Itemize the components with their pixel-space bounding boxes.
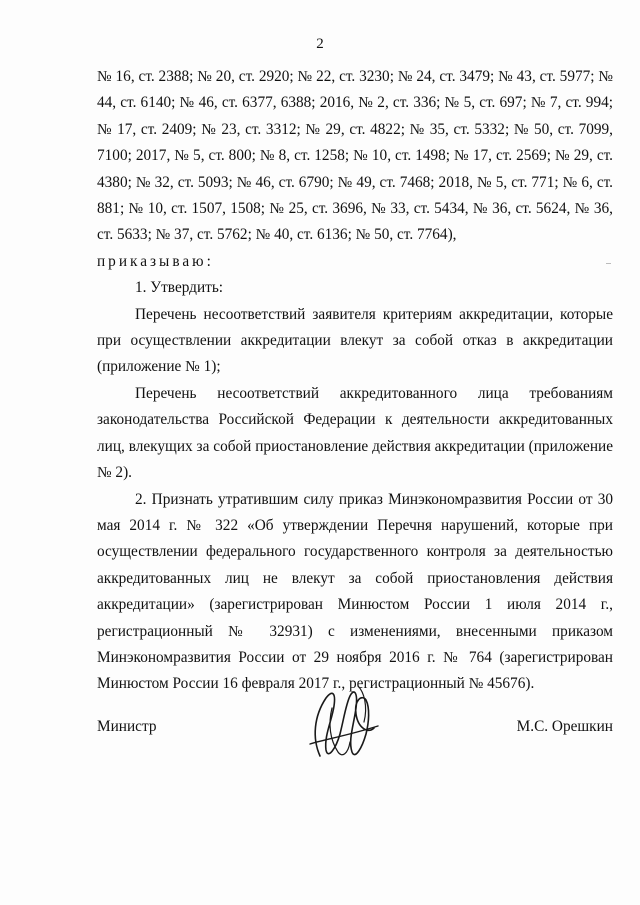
signature-block bbox=[97, 678, 613, 778]
item-1-heading: 1. Утвердить: bbox=[135, 279, 224, 297]
signer-name: М.С. Орешкин bbox=[516, 718, 613, 735]
signer-title: Министр bbox=[97, 718, 157, 735]
scan-speck bbox=[606, 263, 611, 264]
document-body bbox=[97, 64, 613, 698]
page-number: 2 bbox=[316, 36, 324, 52]
item-2-paragraph: 2. Признать утратившим силу приказ Минэкономразвития России от 30 мая 2014 г. № 322 «Об утверждении Перечня нарушений, которые при осуществлении федерального государственного контроля за деятельностью аккредитованных лиц не влекут за собой приостановления действия аккредитации» (зарегистрирован Минюстом России 1 июля 2014 г., регистрационный № 32931) с изменениями, внесенными приказом Минэкономразвития России от 29 ноября 2016 г. № 764 (зарегистрирован Минюстом России 16 февраля 2017 г., регистрационный № 45676). bbox=[97, 490, 613, 693]
item-1-list-b: Перечень несоответствий аккредитованного лица требованиям законодательства Российской Федерации к деятельности аккредитованных лиц, влекущих за собой приостановление действия аккредитации (приложение № 2). bbox=[97, 384, 613, 482]
handwritten-signature bbox=[302, 678, 382, 768]
item-1-list-a: Перечень несоответствий заявителя критериям аккредитации, которые при осуществлении аккредитации влекут за собой отказ в аккредитации (приложение № 1); bbox=[97, 305, 613, 376]
legal-references-paragraph: № 16, ст. 2388; № 20, ст. 2920; № 22, ст. 3230; № 24, ст. 3479; № 43, ст. 5977; № 44, ст. 6140; № 46, ст. 6377, 6388; 2016, № 2, ст. 336; № 5, ст. 697; № 7, ст. 994; № 17, ст. 2409; № 23, ст. 3312; № 29, ст. 4822; № 35, ст. 5332; № 50, ст. 7099, 7100; 2017, № 5, ст. 800; № 8, ст. 1258; № 10, ст. 1498; № 17, ст. 2569; № 29, ст. 4380; № 32, ст. 5093; № 46, ст. 6790; № 49, ст. 7468; 2018, № 5, ст. 771; № 6, ст. 881; № 10, ст. 1507, 1508; № 25, ст. 3696, № 33, ст. 5434, № 36, ст. 5624, № 36, ст. 5633; № 37, ст. 5762; № 40, ст. 6136; № 50, ст. 7764), bbox=[97, 68, 613, 244]
order-word: приказываю: bbox=[97, 252, 214, 270]
